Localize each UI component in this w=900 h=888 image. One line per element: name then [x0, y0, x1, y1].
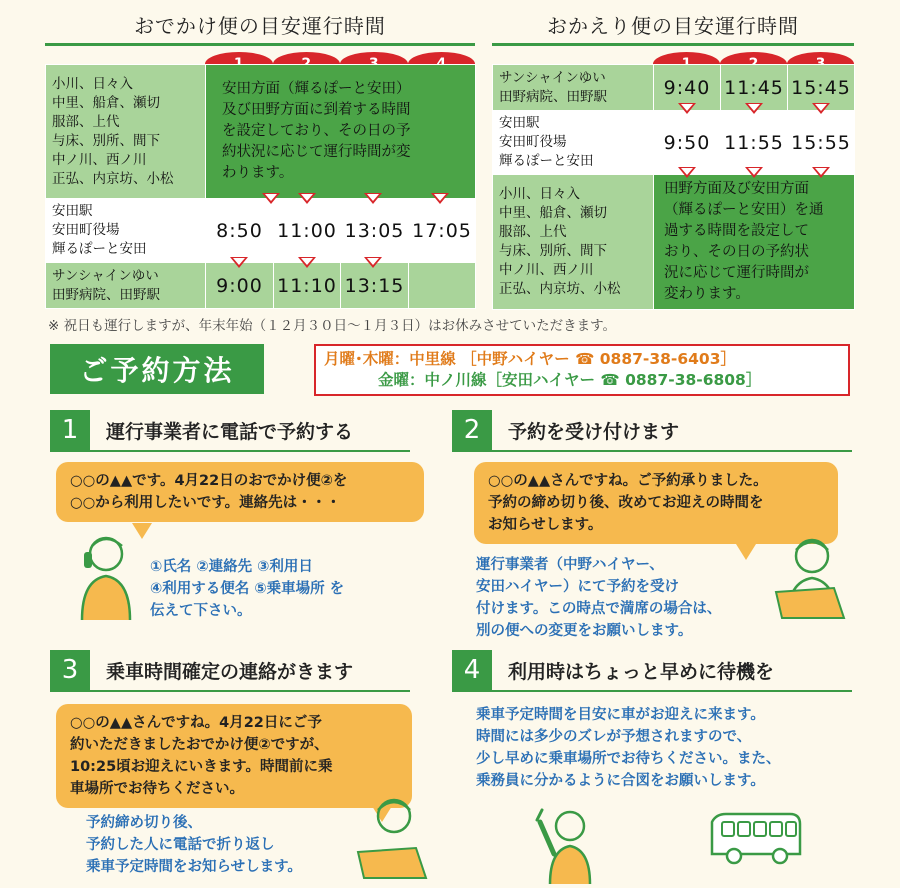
- waving-person-icon: [528, 796, 608, 884]
- step-3-text: 予約締め切り後、 予約した人に電話で折り返し 乗車予定時間をお知らせします。: [86, 815, 302, 875]
- arrow-down-icon: [812, 167, 830, 178]
- return-stops-1: サンシャインゆい 田野病院、田野駅: [493, 65, 654, 111]
- contact-line-2: 金曜：中ノ川線［安田ハイヤー ☎ 0887-38-6808］: [378, 371, 762, 389]
- method-title: ご予約方法: [50, 344, 264, 394]
- arrow-down-icon: [745, 103, 763, 114]
- contact-line-1: 月曜･木曜：中里線 ［中野ハイヤー ☎ 0887-38-6403］: [324, 350, 736, 368]
- arrow-down-icon: [298, 257, 316, 268]
- bus-icon: [706, 808, 804, 868]
- departure-time: 9:50: [654, 111, 721, 175]
- arrow-down-icon: [431, 193, 449, 204]
- step-1-text: ①氏名 ②連絡先 ③利用日 ④利用する便名 ⑤乗車場所 を 伝えて下さい。: [150, 559, 345, 619]
- arrow-down-icon: [262, 193, 280, 204]
- departure-time: 9:00: [206, 263, 274, 309]
- step-2-text: 運行事業者（中野ハイヤー、 安田ハイヤー）にて予約を受け 付けます。この時点で満席の場合は、 別の便への変更をお願いします。: [476, 557, 722, 639]
- step-4-header: 4 利用時はちょっと早めに待機を: [452, 650, 852, 692]
- departure-time: 11:10: [274, 263, 341, 309]
- outbound-stops-2: 安田駅 安田町役場 輝るぽーと安田: [46, 199, 206, 263]
- contact-box: [314, 344, 850, 396]
- step-3-header: 3 乗車時間確定の連絡がきます: [50, 650, 410, 692]
- outbound-stops-3: サンシャインゆい 田野病院、田野駅: [46, 263, 206, 309]
- step-1-header: 1 運行事業者に電話で予約する: [50, 410, 410, 452]
- outbound-title: おでかけ便の目安運行時間: [45, 10, 475, 46]
- operator-woman-icon: [352, 790, 432, 880]
- departure-time: 8:50: [206, 199, 274, 263]
- step-2-header: 2 予約を受け付けます: [452, 410, 852, 452]
- return-title: おかえり便の目安運行時間: [492, 10, 854, 46]
- departure-time: 9:40: [654, 65, 721, 111]
- departure-time: 17:05: [409, 199, 476, 263]
- arrow-down-icon: [678, 103, 696, 114]
- return-note: 田野方面及び安田方面 （輝るぽーと安田）を通 過する時間を設定して おり、その日の予約状 況に応じて運行時間が 変わります。: [654, 175, 855, 310]
- departure-time: 13:05: [341, 199, 409, 263]
- return-stops-2: 安田駅 安田町役場 輝るぽーと安田: [493, 111, 654, 175]
- arrow-down-icon: [230, 257, 248, 268]
- caller-woman-icon: [70, 532, 150, 622]
- arrow-down-icon: [812, 103, 830, 114]
- arrow-down-icon: [364, 257, 382, 268]
- departure-time: 15:45: [788, 65, 855, 111]
- outbound-timetable: [45, 64, 476, 309]
- step-3-speech-bubble: ○○の▲▲さんですね。4月22日にご予 約いただきましたおでかけ便②ですが、 10:25頃お迎えにいきます。時間前に乗 車場所でお待ちください。: [56, 704, 412, 808]
- return-stops-3: 小川、日々入 中里、船倉、瀬切 服部、上代 与床、別所、間下 中ノ川、西ノ川 正弘、内京坊、小松: [493, 175, 654, 310]
- return-timetable: [492, 64, 855, 310]
- step-1-speech-bubble: ○○の▲▲です。4月22日のおでかけ便②を ○○から利用したいです。連絡先は・・・: [56, 462, 424, 522]
- operator-woman-icon: [770, 530, 850, 620]
- step-2-speech-bubble: ○○の▲▲さんですね。ご予約承りました。 予約の締め切り後、改めてお迎えの時間を お知らせします。: [474, 462, 838, 544]
- departure-time: 11:00: [274, 199, 341, 263]
- arrow-down-icon: [678, 167, 696, 178]
- departure-time: 11:45: [721, 65, 788, 111]
- departure-time: 15:55: [788, 111, 855, 175]
- holiday-note: ※ 祝日も運行しますが、年末年始（１２月３０日～１月３日）はお休みさせていただきます。: [48, 318, 617, 334]
- arrow-down-icon: [745, 167, 763, 178]
- departure-time: 13:15: [341, 263, 409, 309]
- step-4-text: 乗車予定時間を目安に車がお迎えに来ます。 時間には多少のズレが予想されますので、 少し早めに乗車場所でお待ちください。また、 乗務員に分かるように合図をお願いします。: [476, 707, 781, 789]
- departure-time: [409, 263, 476, 309]
- arrow-down-icon: [298, 193, 316, 204]
- outbound-stops-1: 小川、日々入 中里、船倉、瀬切 服部、上代 与床、別所、間下 中ノ川、西ノ川 正弘、内京坊、小松: [46, 65, 206, 199]
- departure-time: 11:55: [721, 111, 788, 175]
- outbound-note: 安田方面（輝るぽーと安田） 及び田野方面に到着する時間 を設定しており、その日の予 約状況に応じて運行時間が変 わります。: [206, 65, 476, 199]
- arrow-down-icon: [364, 193, 382, 204]
